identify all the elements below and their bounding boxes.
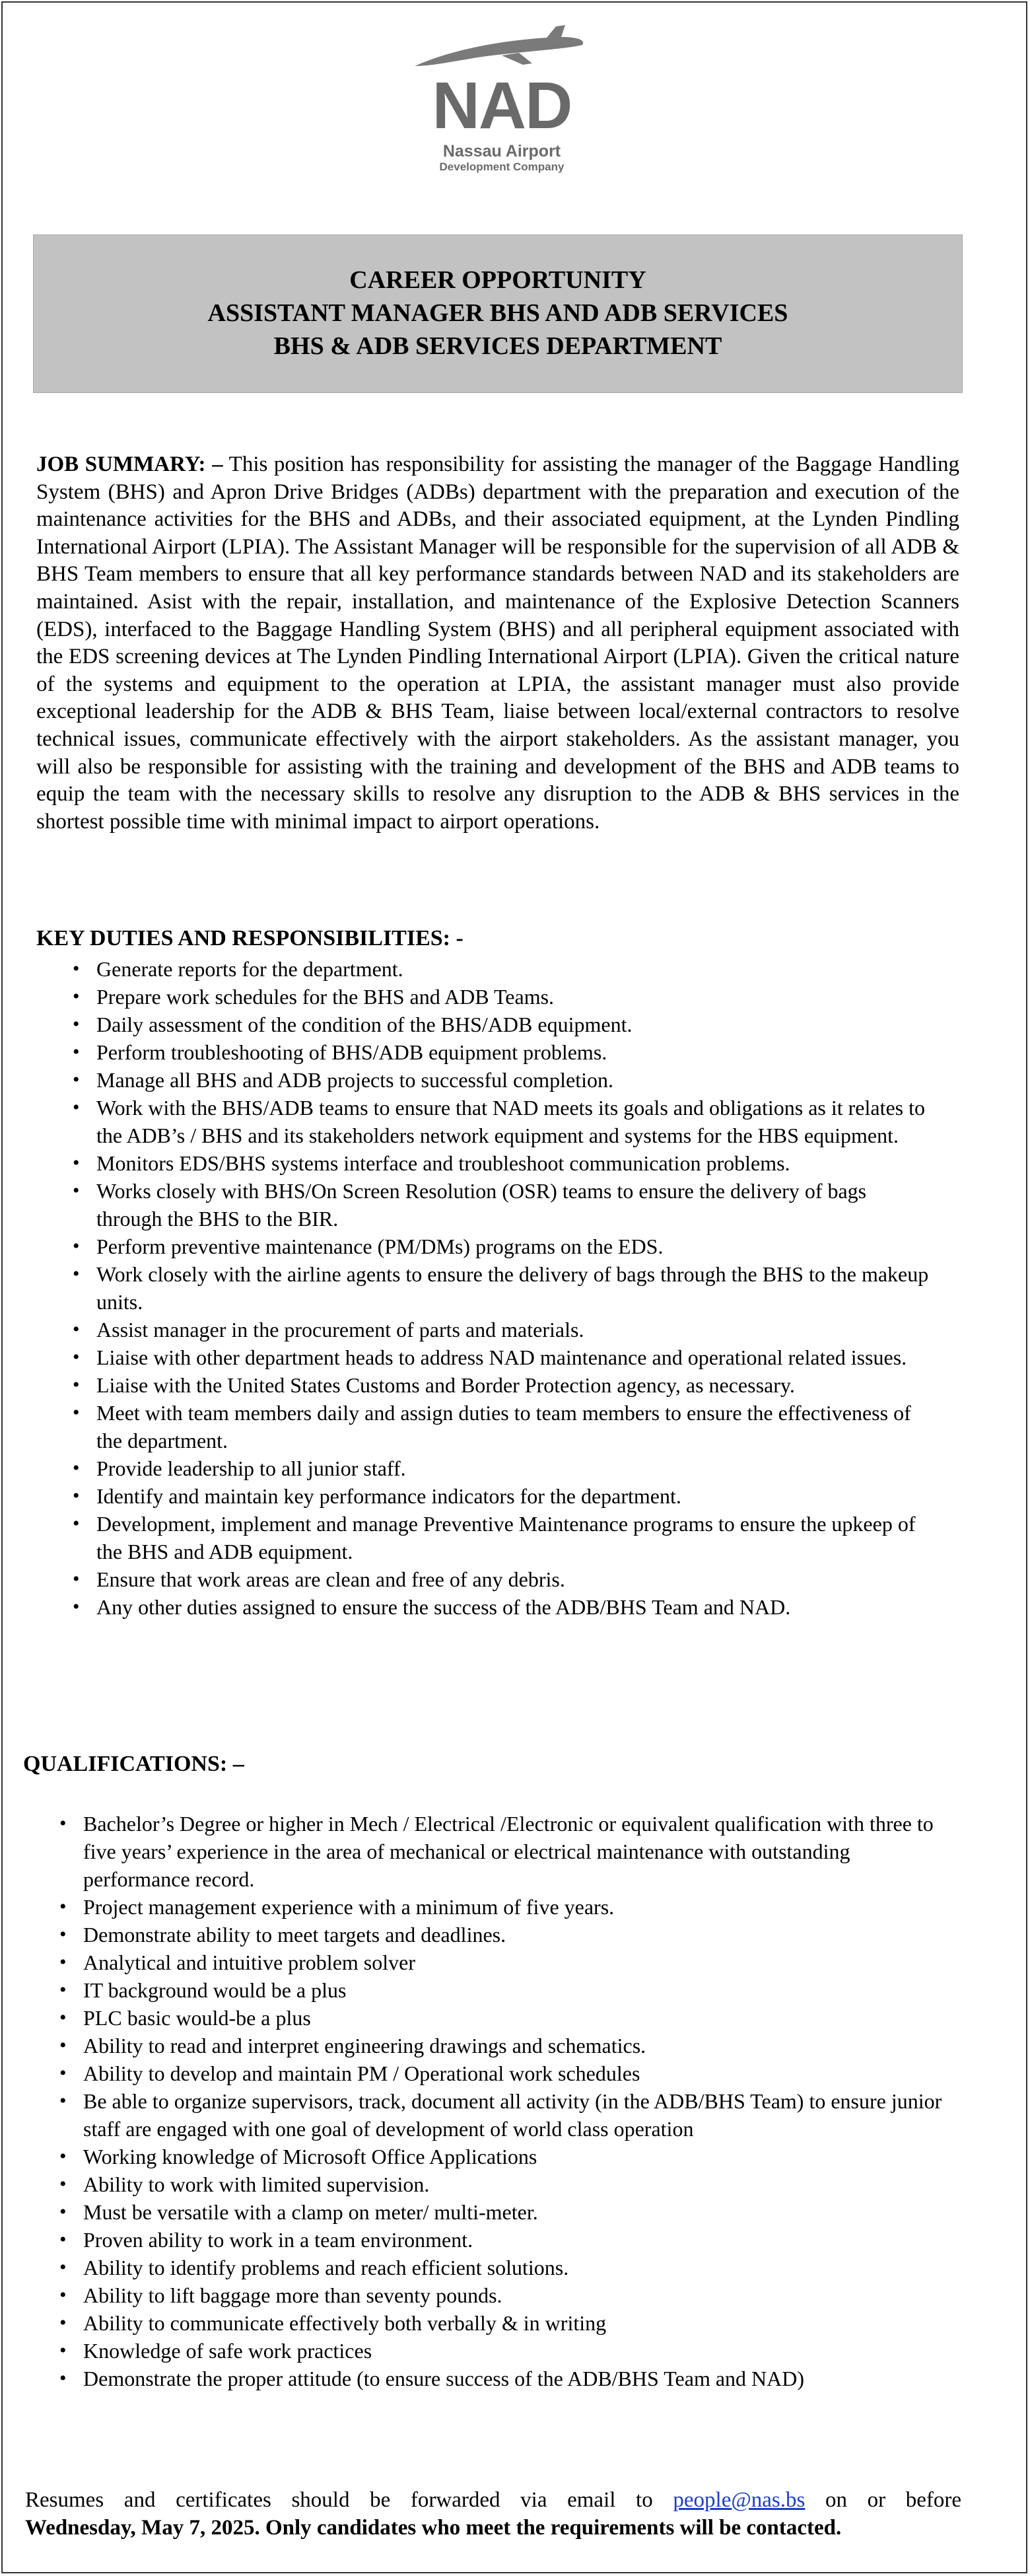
bullet-icon: • [59, 2256, 67, 2278]
duties-heading: KEY DUTIES AND RESPONSIBILITIES: - [36, 926, 464, 950]
job-summary-text: This position has responsibility for assisting the manager of the Baggage Handling System (BHS) and Apron Drive Bridges (ADBs) department with the preparation and execution of the maintenance activities for the BHS and ADBs, and their associated equipment, at the Lynden Pindling International Airport (LPIA). The Assistant Manager will be responsible for the supervision of all ADB & BHS Team members to ensure that all key performance standards between NAD and its stakeholders are maintained. Asist with the repair, installation, and maintenance of the Explosive Detection Scanners (EDS), interfaced to the Baggage Handling System (BHS) and all peripheral equipment associated with the EDS screening devices at The Lynden Pindling International Airport (LPIA). Given the critical nature of the systems and equipment to the operation at LPIA, the assistant manager must also provide exceptional leadership for the ADB & BHS Team, liaise between local/external contractors to resolve technical issues, communicate effectively with the airport stakeholders. As the assistant manager, you will also be responsible for assisting with the training and development of the BHS and ADB teams to equip the team with the necessary skills to resolve any disruption to the ADB & BHS services in the shortest possible time with minimal impact to airport operations. [36, 452, 960, 834]
qualification-item [61, 2365, 959, 2392]
qualification-item-text: Ability to develop and maintain PM / Operational work schedules [83, 2061, 640, 2085]
nad-logo [403, 15, 601, 173]
duties-list [74, 955, 932, 1621]
bullet-icon: • [59, 2034, 67, 2056]
qualification-item-text: Bachelor’s Degree or higher in Mech / Electrical /Electronic or equivalent qualification with three to five years’ experience in the area of mechanical or electrical maintenance with outstanding performance record. [83, 1812, 934, 1891]
qualification-item [61, 2254, 959, 2281]
bullet-icon: • [59, 2173, 67, 2195]
qualification-item-text: Ability to lift baggage more than seventy pounds. [83, 2283, 502, 2307]
footer-line-2: Wednesday, May 7, 2025. Only candidates who meet the requirements will be contacted. [25, 2516, 842, 2540]
bullet-icon: • [73, 1013, 80, 1035]
duty-item-text: Perform troubleshooting of BHS/ADB equipment problems. [96, 1040, 607, 1064]
bullet-icon: • [73, 1402, 80, 1423]
qualification-item-text: Demonstrate the proper attitude (to ensure success of the ADB/BHS Team and NAD) [83, 2367, 805, 2390]
bullet-icon: • [73, 1069, 80, 1091]
qualification-item [61, 2170, 959, 2198]
footer-pre-text: Resumes and certificates should be forwarded via email to [25, 2488, 653, 2512]
bullet-icon: • [73, 1513, 80, 1534]
qualification-item-text: Must be versatile with a clamp on meter/ multi-meter. [83, 2200, 538, 2224]
banner-line-2: ASSISTANT MANAGER BHS AND ADB SERVICES [207, 299, 788, 327]
bullet-icon: • [73, 1096, 80, 1118]
qualification-item-text: Demonstrate ability to meet targets and deadlines. [83, 1923, 506, 1947]
qualification-item [61, 2143, 959, 2170]
qualification-item-text: Project management experience with a minimum of five years. [83, 1895, 615, 1919]
duty-item-text: Monitors EDS/BHS systems interface and troubleshoot communication problems. [96, 1151, 790, 1175]
duty-item-text: Any other duties assigned to ensure the success of the ADB/BHS Team and NAD. [96, 1595, 791, 1619]
duty-item-text: Liaise with other department heads to address NAD maintenance and operational related issues. [96, 1345, 907, 1369]
bullet-icon: • [73, 1180, 80, 1201]
duty-item-text: Perform preventive maintenance (PM/DMs) programs on the EDS. [96, 1234, 664, 1258]
bullet-icon: • [59, 2090, 67, 2112]
qualification-item-text: Analytical and intuitive problem solver [83, 1950, 415, 1974]
banner-line-1: CAREER OPPORTUNITY [349, 266, 646, 294]
job-summary [36, 451, 959, 836]
qualification-item [61, 1976, 959, 2004]
duty-item-text: Prepare work schedules for the BHS and ADB Teams. [96, 985, 555, 1009]
duty-item-text: Development, implement and manage Preventive Maintenance programs to ensure the upkeep of the BHS and ADB equipment. [96, 1512, 916, 1563]
qualification-item-text: Working knowledge of Microsoft Office Applications [83, 2145, 537, 2168]
qualification-item-text: Knowledge of safe work practices [83, 2339, 372, 2363]
bullet-icon: • [73, 1235, 80, 1257]
duty-item-text: Work closely with the airline agents to ensure the delivery of bags through the BHS to the makeup units. [96, 1262, 929, 1314]
qualification-item-text: Proven ability to work in a team environment. [83, 2228, 473, 2252]
duty-item-text: Identify and maintain key performance indicators for the department. [96, 1484, 681, 1508]
qualification-item [61, 2032, 959, 2059]
bullet-icon: • [73, 1346, 80, 1368]
qualification-item [61, 2226, 959, 2254]
qualification-item-text: PLC basic would-be a plus [83, 2006, 311, 2030]
bullet-icon: • [73, 1263, 80, 1285]
duty-item [74, 1343, 932, 1371]
title-banner [33, 234, 963, 393]
duty-item [74, 1510, 932, 1565]
duty-item [74, 1011, 932, 1038]
qualification-item-text: Ability to communicate effectively both verbally & in writing [83, 2311, 607, 2335]
duty-item [74, 1316, 932, 1343]
bullet-icon: • [59, 2312, 67, 2334]
bullet-icon: • [73, 958, 80, 980]
qualification-item [61, 2059, 959, 2087]
qualification-item-text: Be able to organize supervisors, track, document all activity (in the ADB/BHS Team) to ensure junior staff are engaged with one goal of development of world class operation [83, 2089, 942, 2141]
bullet-icon: • [59, 1979, 67, 2001]
qualification-item [61, 2198, 959, 2226]
bullet-icon: • [59, 2062, 67, 2084]
qualification-item [61, 1921, 959, 1949]
duty-item [74, 1565, 932, 1593]
qualification-item [61, 2004, 959, 2032]
footer-line-1 [25, 2486, 961, 2514]
qualification-item [61, 1893, 959, 1921]
bullet-icon: • [59, 2007, 67, 2028]
qualification-item-text: Ability to work with limited supervision. [83, 2172, 430, 2196]
bullet-icon: • [73, 1568, 80, 1590]
qualification-item [61, 2337, 959, 2365]
duty-item-text: Provide leadership to all junior staff. [96, 1456, 406, 1480]
qualifications-heading: QUALIFICATIONS: – [23, 1752, 244, 1776]
qualification-item [61, 2087, 959, 2143]
banner-line-3: BHS & ADB SERVICES DEPARTMENT [273, 332, 722, 360]
duty-item-text: Generate reports for the department. [96, 957, 403, 981]
bullet-icon: • [59, 2201, 67, 2223]
bullet-icon: • [59, 1812, 67, 1834]
bullet-icon: • [73, 1318, 80, 1340]
duty-item [74, 1094, 932, 1149]
bullet-icon: • [73, 1485, 80, 1507]
logo-wordmark: NAD [432, 69, 572, 143]
duty-item [74, 1260, 932, 1316]
duty-item-text: Meet with team members daily and assign duties to team members to ensure the effectiveness of the department. [96, 1401, 911, 1452]
bullet-icon: • [73, 1041, 80, 1063]
bullet-icon: • [59, 2284, 67, 2306]
duty-item [74, 1066, 932, 1094]
bullet-icon: • [73, 1374, 80, 1396]
logo-company-line-1: Nassau Airport [442, 142, 561, 161]
bullet-icon: • [73, 985, 80, 1007]
bullet-icon: • [59, 2145, 67, 2167]
duty-item-text: Assist manager in the procurement of parts and materials. [96, 1318, 584, 1342]
bullet-icon: • [59, 2340, 67, 2361]
qualification-item-text: IT background would be a plus [83, 1978, 347, 2002]
job-summary-heading: JOB SUMMARY: – [36, 452, 223, 476]
bullet-icon: • [73, 1596, 80, 1618]
bullet-icon: • [59, 1951, 67, 1973]
qualification-item [61, 1949, 959, 1976]
duty-item [74, 955, 932, 983]
duty-item [74, 1371, 932, 1399]
qualification-item [61, 2309, 959, 2337]
qualification-item [61, 2281, 959, 2309]
bullet-icon: • [59, 2367, 67, 2389]
duty-item-text: Manage all BHS and ADB projects to successful completion. [96, 1068, 613, 1092]
qualifications-list [61, 1810, 959, 2392]
footer-post-text: on or before [825, 2488, 962, 2512]
duty-item-text: Work with the BHS/ADB teams to ensure that NAD meets its goals and obligations as it relates to the ADB’s / BHS and its stakeholders network equipment and systems for the HBS equipment. [96, 1096, 926, 1147]
duty-item [74, 1177, 932, 1233]
qualification-item-text: Ability to identify problems and reach efficient solutions. [83, 2256, 569, 2279]
logo-company-line-2: Development Company [439, 161, 565, 173]
duty-item [74, 1233, 932, 1260]
duty-item [74, 1399, 932, 1454]
email-link[interactable]: people@nas.bs [673, 2488, 806, 2512]
duty-item-text: Liaise with the United States Customs and Border Protection agency, as necessary. [96, 1373, 795, 1397]
duty-item [74, 1593, 932, 1621]
bullet-icon: • [73, 1457, 80, 1479]
bullet-icon: • [59, 2229, 67, 2250]
duty-item-text: Works closely with BHS/On Screen Resolution (OSR) teams to ensure the delivery of bags through the BHS to the BIR. [96, 1179, 867, 1231]
duty-item-text: Ensure that work areas are clean and free of any debris. [96, 1567, 565, 1591]
bullet-icon: • [59, 1923, 67, 1945]
bullet-icon: • [73, 1152, 80, 1174]
duty-item [74, 1149, 932, 1177]
duty-item-text: Daily assessment of the condition of the BHS/ADB equipment. [96, 1013, 633, 1036]
bullet-icon: • [59, 1896, 67, 1917]
duty-item [74, 983, 932, 1011]
duty-item [74, 1038, 932, 1066]
duty-item [74, 1454, 932, 1482]
duty-item [74, 1482, 932, 1510]
qualification-item-text: Ability to read and interpret engineering drawings and schematics. [83, 2034, 646, 2057]
qualification-item [61, 1810, 959, 1893]
